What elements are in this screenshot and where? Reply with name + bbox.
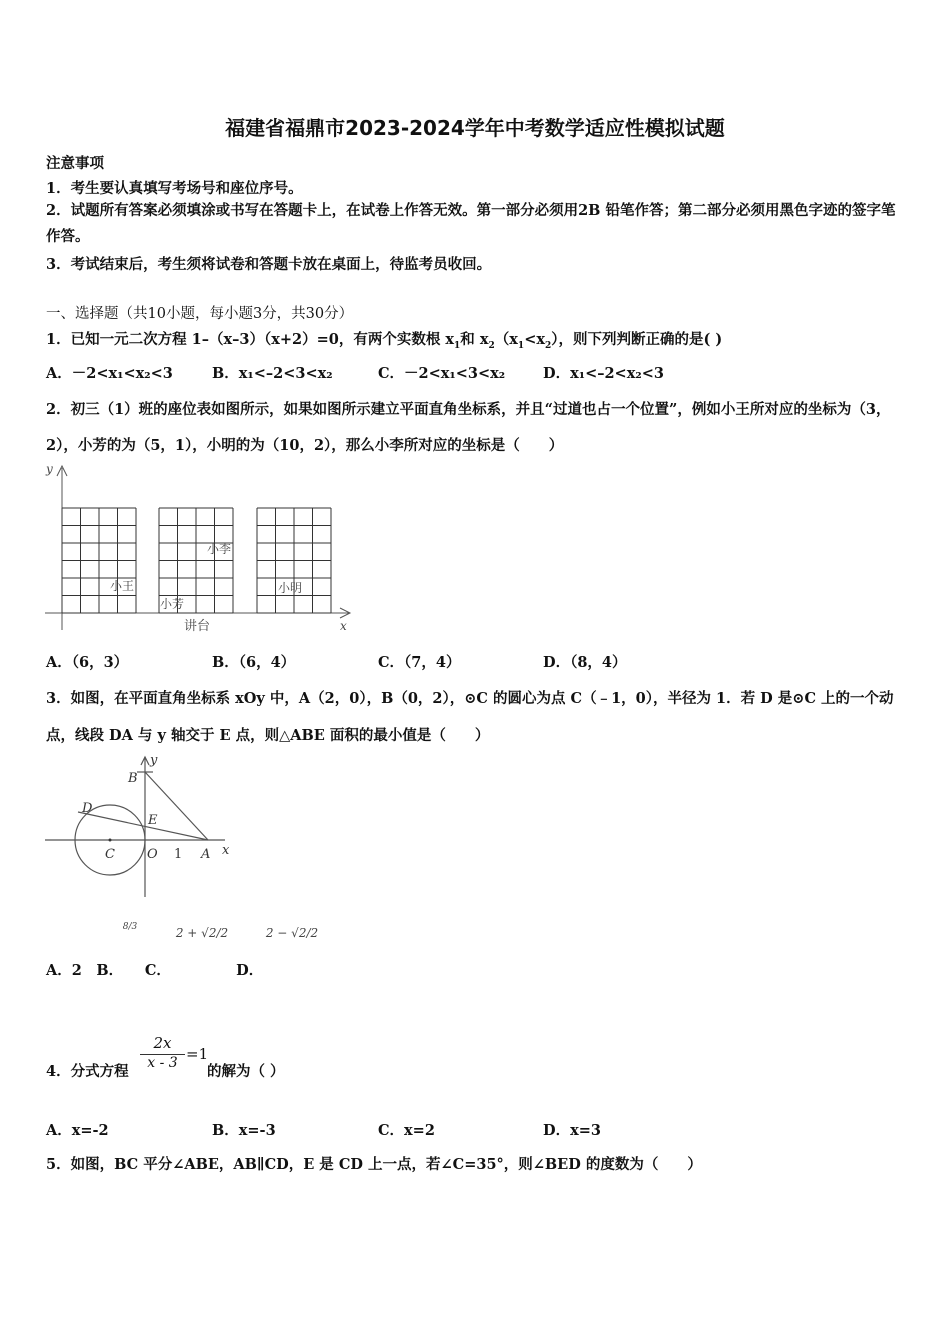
- q2-label-ming: 小明: [278, 581, 303, 595]
- q1-option-c[interactable]: C．－2<x₁<3<x₂: [378, 365, 506, 382]
- q3-circle-figure: [40, 752, 240, 902]
- q3-frac-d: 2 − √2/2: [265, 926, 319, 940]
- q2-label-wang: 小王: [110, 579, 135, 593]
- q4-fraction: [140, 1034, 185, 1071]
- q4-option-d[interactable]: D．x=3: [543, 1122, 601, 1139]
- note-1: 1．考生要认真填写考场号和座位序号。: [46, 180, 303, 197]
- q1-stem-e: ），则下列判断正确的是( ): [551, 331, 723, 348]
- q2-option-d[interactable]: D．（8，4）: [543, 654, 627, 671]
- q3-stem: 3．如图，在平面直角坐标系 xOy 中，A（2，0），B（0，2），⊙C 的圆心为点 C（﹣1，0），半径为 1．若 D 是⊙C 上的一个动点，线段 DA 与 y 轴交于 E 点，则△ABE 面积的最小值是（ ）: [46, 690, 894, 744]
- q1-stem-c: （x: [494, 331, 518, 348]
- q1-stem-d: <x: [524, 331, 545, 348]
- q4-option-c[interactable]: C．x=2: [378, 1122, 435, 1139]
- q4-equals: =1: [186, 1045, 209, 1063]
- q4-numerator: 2x: [153, 1034, 172, 1052]
- notes-heading: 注意事项: [46, 155, 104, 172]
- q4-prefix: 4．分式方程: [46, 1063, 129, 1080]
- q4-suffix: 的解为（ ）: [207, 1063, 285, 1080]
- q1-stem-a: 1．已知一元二次方程 1–（x–3）（x+2）=0，有两个实数根 x: [46, 331, 455, 348]
- q2-label-fang: 小芳: [160, 597, 185, 611]
- note-3: 3．考试结束后，考生须将试卷和答题卡放在桌面上，待监考员收回。: [46, 256, 492, 273]
- page-title: 福建省福鼎市2023-2024学年中考数学适应性模拟试题: [225, 116, 725, 140]
- q2-option-a[interactable]: A．（6，3）: [46, 654, 129, 671]
- q3-x-label: x: [222, 843, 230, 858]
- q2-seating-figure: [40, 458, 360, 638]
- q4-denominator: x - 3: [140, 1054, 185, 1071]
- q1-stem-b: 和 x: [460, 331, 489, 348]
- q4-option-a[interactable]: A．x=-2: [46, 1122, 109, 1139]
- section-1-heading: 一、选择题（共10小题，每小题3分，共30分）: [46, 306, 354, 322]
- q2-y-label: y: [46, 462, 53, 476]
- note-2: 2．试题所有答案必须填涂或书写在答题卡上，在试卷上作答无效。第一部分必须用2B 铅笔作答；第二部分必须用黑色字迹的签字笔作答。: [46, 202, 896, 245]
- q3-label-E: E: [148, 813, 158, 828]
- q2-stem: 2．初三（1）班的座位表如图所示，如果如图所示建立平面直角坐标系，并且“过道也占一个位置”，例如小王所对应的坐标为（3，2），小芳的为（5，1），小明的为（10，2），那么小李所对应的坐标是（ ）: [46, 401, 891, 454]
- q5-stem: 5．如图，BC 平分∠ABE，AB∥CD，E 是 CD 上一点，若∠C=35°，则∠BED 的度数为（ ）: [46, 1156, 702, 1173]
- q3-frac-c: 2 + √2/2: [175, 926, 229, 940]
- q2-option-b[interactable]: B．（6，4）: [212, 654, 296, 671]
- q3-label-A: A: [201, 847, 211, 862]
- q3-label-C: C: [105, 847, 115, 862]
- q1-option-b[interactable]: B．x₁<–2<3<x₂: [212, 365, 333, 382]
- q1-option-d[interactable]: D．x₁<–2<x₂<3: [543, 365, 664, 382]
- q4-option-b[interactable]: B．x=-3: [212, 1122, 276, 1139]
- q3-options[interactable]: A．2 B． C． D．: [46, 962, 264, 979]
- q3-label-D: D: [82, 801, 93, 816]
- q3-frac-b: 8/3: [122, 922, 138, 932]
- q3-label-O: O: [147, 847, 158, 862]
- q2-option-c[interactable]: C．（7，4）: [378, 654, 461, 671]
- q1-stem: 1．已知一元二次方程 1–（x–3）（x+2）=0，有两个实数根 $x_1$和 $x_2(x_1<x_2)$，则下列判断正确的是( ): [46, 331, 723, 351]
- q2-label-li: 小李: [207, 542, 232, 556]
- q3-label-B: B: [128, 771, 138, 786]
- q1-option-a[interactable]: A．－2<x₁<x₂<3: [46, 365, 173, 382]
- q3-label-1: 1: [174, 847, 183, 862]
- q2-x-label: x: [340, 619, 347, 633]
- q3-y-label: y: [150, 753, 158, 768]
- q2-label-podium: 讲台: [184, 619, 211, 634]
